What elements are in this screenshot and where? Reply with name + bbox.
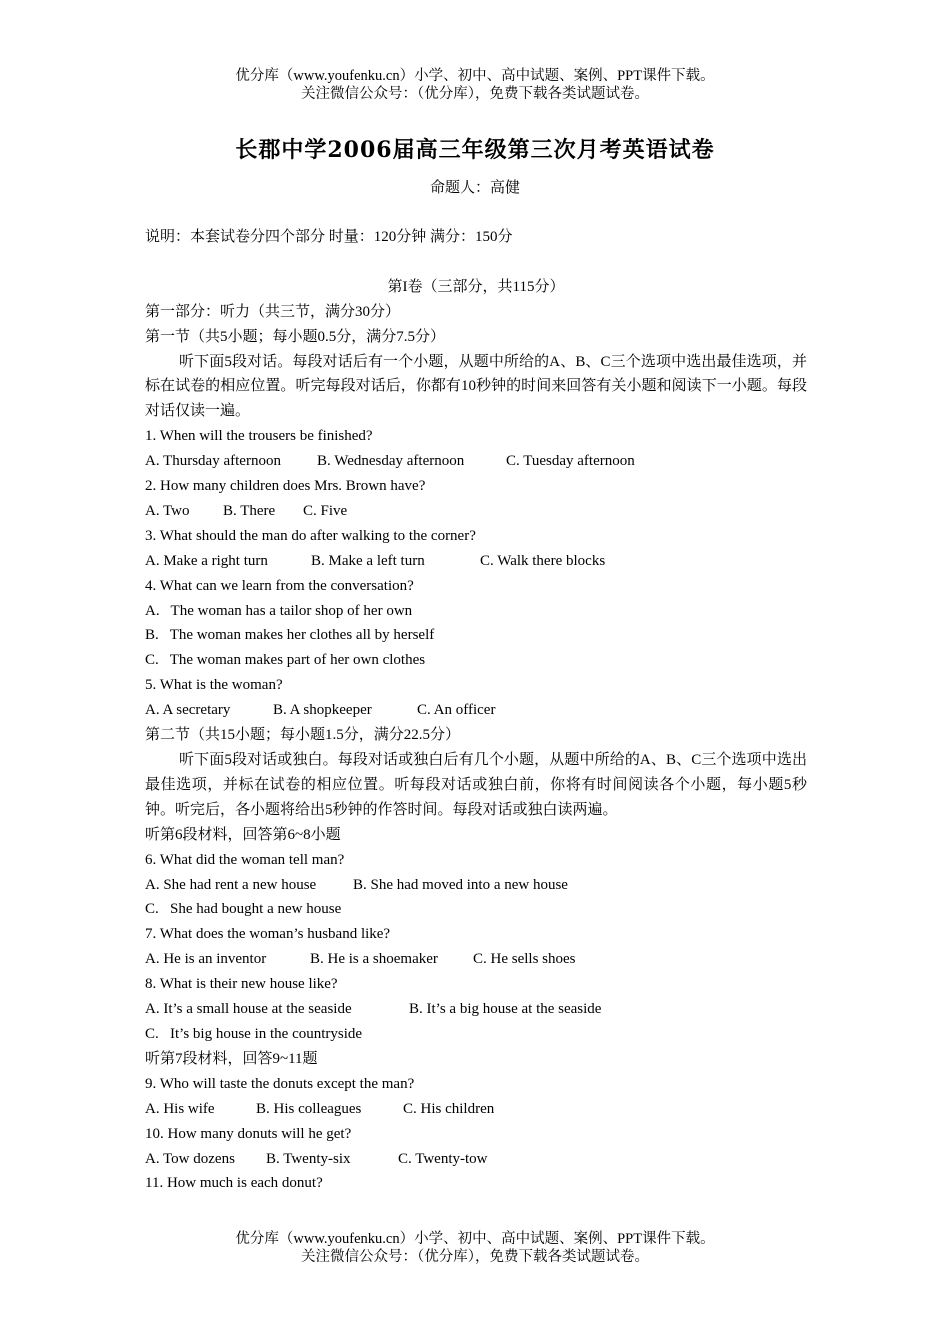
option-c: C. He sells shoes — [473, 951, 576, 968]
option-b: B. Make a left turn — [311, 552, 425, 569]
option-a: A. He is an inventor — [145, 951, 267, 968]
volume-heading: 第I卷（三部分，共115分） — [387, 278, 565, 295]
question-3: 3. What should the man do after walking to the corner? — [145, 527, 476, 544]
question-8: 8. What is their new house like? — [145, 976, 338, 993]
question-5-options — [145, 698, 807, 723]
option-c: C. Twenty-tow — [398, 1150, 488, 1167]
section2-heading: 第二节（共15小题；每小题1.5分，满分22.5分） — [145, 727, 461, 744]
option-b: B. His colleagues — [256, 1100, 362, 1117]
option-a: A. Two — [145, 502, 190, 519]
question-10-options — [145, 1147, 807, 1172]
option-c: C. An officer — [417, 702, 496, 719]
header-line-1: 优分库（www.youfenku.cn）小学、初中、高中试题、案例、PPT课件下载。 — [235, 68, 715, 84]
question-2: 2. How many children does Mrs. Brown have? — [145, 478, 426, 495]
question-3-options — [145, 549, 807, 574]
option-c: C. Walk there blocks — [480, 552, 606, 569]
option-c: C. Five — [303, 502, 348, 519]
question-10: 10. How many donuts will he get? — [145, 1125, 352, 1142]
question-4: 4. What can we learn from the conversation? — [145, 577, 414, 594]
question-6: 6. What did the woman tell man? — [145, 851, 345, 868]
option-a: A. Tow dozens — [145, 1150, 235, 1167]
option-a: A. Make a right turn — [145, 552, 268, 569]
option-c: C. She had bought a new house — [145, 901, 342, 918]
section1-instructions: 听下面5段对话。每段对话后有一个小题，从题中所给的A、B、C三个选项中选出最佳选项，并标在试卷的相应位置。听完每段对话后，你都有10秒钟的时间来回答有关小题和阅读下一小题。每段对话仅读一遍。 — [145, 353, 807, 420]
section2-instructions: 听下面5段对话或独白。每段对话或独白后有几个小题，从题中所给的A、B、C三个选项中选出最佳选项，并标在试卷的相应位置。听每段对话或独白前，你将有时间阅读各个小题，每小题5秒钟。听完后，各小题将给出5秒钟的作答时间。每段对话或独白读两遍。 — [145, 752, 807, 818]
question-8-options — [145, 997, 807, 1022]
footer-line-1: 优分库（www.youfenku.cn）小学、初中、高中试题、案例、PPT课件下载。 — [235, 1231, 715, 1247]
option-c: C. His children — [403, 1100, 495, 1117]
question-1-options — [145, 449, 807, 474]
question-9: 9. Who will taste the donuts except the man? — [145, 1075, 415, 1092]
option-a: A. A secretary — [145, 702, 231, 719]
footer-line-2: 关注微信公众号：（优分库），免费下载各类试题试卷。 — [301, 1249, 649, 1265]
page-footer — [0, 1230, 950, 1266]
question-7-options — [145, 947, 807, 972]
question-5: 5. What is the woman? — [145, 677, 283, 694]
option-c: C. Tuesday afternoon — [506, 453, 635, 470]
option-c: C. It’s big house in the countryside — [145, 1025, 363, 1042]
option-a: A. Thursday afternoon — [145, 453, 281, 470]
page-header — [0, 67, 950, 103]
part1-heading: 第一部分：听力（共三节，满分30分） — [145, 303, 401, 320]
section1-heading: 第一节（共5小题；每小题0.5分，满分7.5分） — [145, 328, 446, 345]
question-9-options — [145, 1097, 807, 1122]
exam-body — [145, 225, 807, 1196]
header-line-2: 关注微信公众号：（优分库），免费下载各类试题试卷。 — [301, 86, 649, 102]
material-7-heading: 听第7段材料，回答9~11题 — [145, 1050, 318, 1067]
exam-title: 长郡中学2006届高三年级第三次月考英语试卷 — [235, 137, 715, 163]
material-6-heading: 听第6段材料，回答第6~8小题 — [145, 826, 341, 843]
exam-note: 说明：本套试卷分四个部分 时量：120分钟 满分：150分 — [145, 229, 513, 245]
exam-author: 命题人：高健 — [429, 180, 520, 196]
question-2-options — [145, 499, 807, 524]
option-a: A. The woman has a tailor shop of her own — [145, 602, 413, 619]
option-b: B. The woman makes her clothes all by herself — [145, 627, 435, 644]
option-b: B. It’s a big house at the seaside — [409, 1001, 602, 1018]
option-b: B. There — [223, 502, 276, 519]
option-a: A. She had rent a new house — [145, 876, 317, 893]
option-b: B. A shopkeeper — [273, 702, 372, 719]
question-11: 11. How much is each donut? — [145, 1175, 323, 1192]
option-a: A. His wife — [145, 1100, 215, 1117]
option-b: B. Wednesday afternoon — [317, 453, 465, 470]
question-7: 7. What does the woman’s husband like? — [145, 926, 391, 943]
option-b: B. Twenty-six — [266, 1150, 351, 1167]
option-b: B. She had moved into a new house — [353, 876, 568, 893]
question-1: 1. When will the trousers be finished? — [145, 428, 373, 445]
option-c: C. The woman makes part of her own clothes — [145, 652, 426, 669]
option-b: B. He is a shoemaker — [310, 951, 438, 968]
option-a: A. It’s a small house at the seaside — [145, 1001, 352, 1018]
question-6-options — [145, 873, 807, 898]
